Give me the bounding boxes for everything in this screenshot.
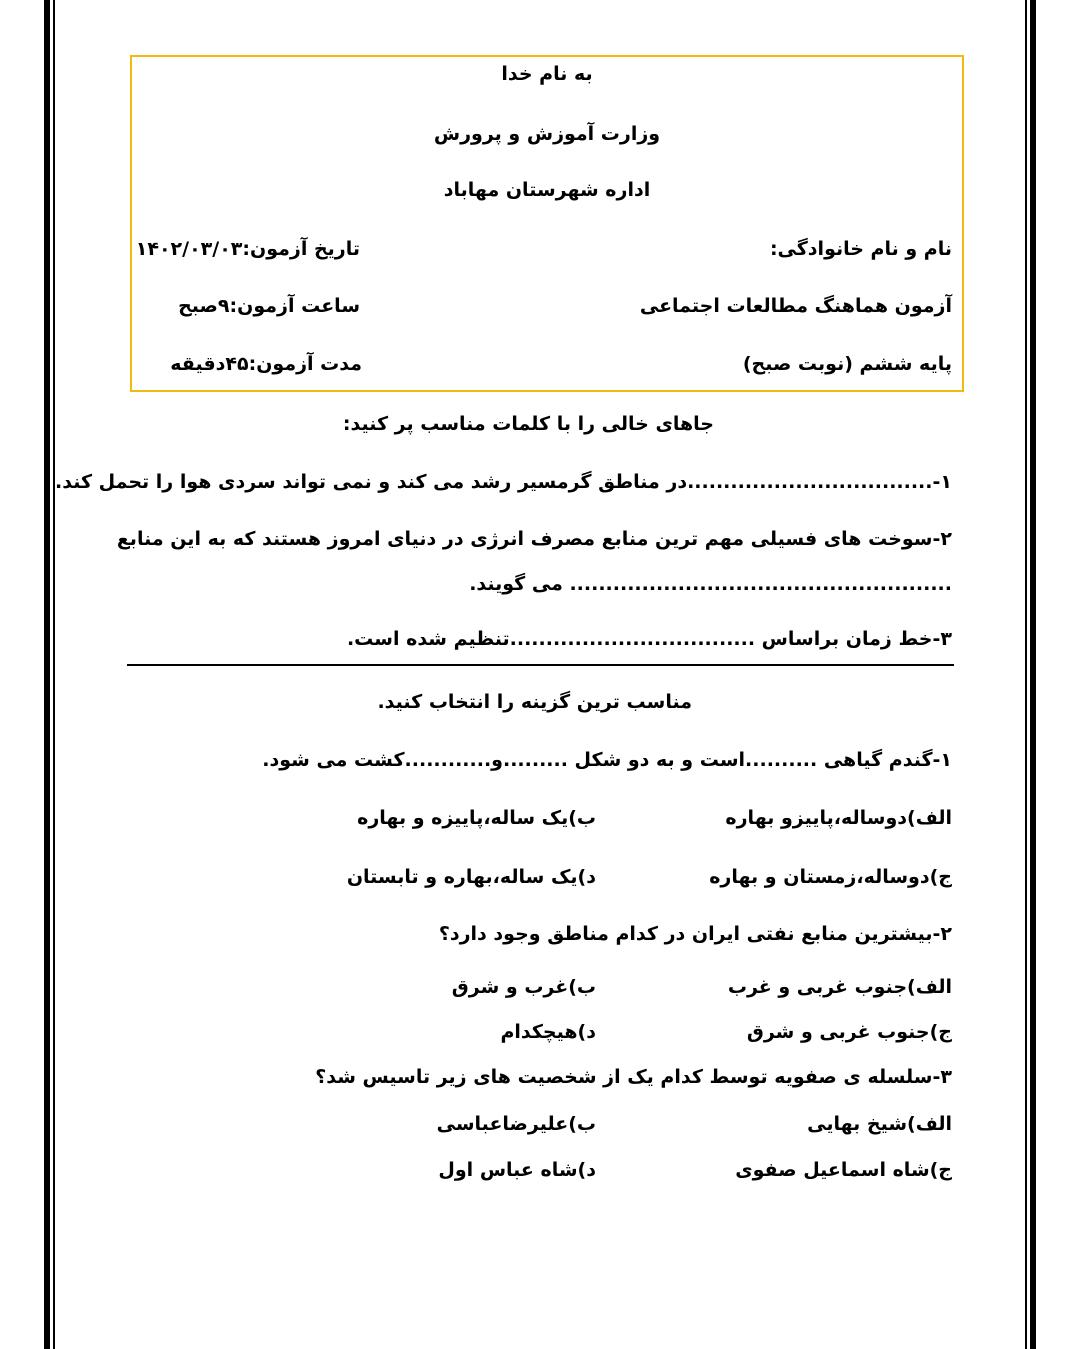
mc-question-1-option-b: ب)یک ساله،پاییزه و بهاره bbox=[357, 807, 596, 829]
office-title: اداره شهرستان مهاباد bbox=[443, 179, 651, 201]
mc-question-3-option-d: د)شاه عباس اول bbox=[438, 1159, 596, 1181]
page-border-right-thick bbox=[1030, 0, 1036, 1349]
exam-header-box bbox=[130, 55, 964, 392]
bismillah: به نام خدا bbox=[501, 63, 593, 85]
mc-question-2: ۲-بیشترین منابع نفتی ایران در کدام مناطق وجود دارد؟ bbox=[438, 923, 952, 945]
multiple-choice-instruction: مناسب ترین گزینه را انتخاب کنید. bbox=[377, 691, 692, 713]
exam-duration: مدت آزمون:۴۵دقیقه bbox=[170, 353, 362, 375]
mc-question-3-option-a: الف)شیخ بهایی bbox=[807, 1113, 952, 1135]
mc-question-1-option-c: ج)دوساله،زمستان و بهاره bbox=[709, 866, 952, 888]
mc-question-1: ۱-گندم گیاهی ..........است و به دو شکل .........و............کشت می شود. bbox=[262, 749, 952, 771]
mc-question-2-option-c: ج)جنوب غربی و شرق bbox=[746, 1021, 952, 1043]
exam-title: آزمون هماهنگ مطالعات اجتماعی bbox=[639, 295, 952, 317]
page-border-left-thick bbox=[44, 0, 50, 1349]
page-border-left-thin bbox=[53, 0, 55, 1349]
mc-question-3: ۳-سلسله ی صفویه توسط کدام یک از شخصیت های زیر تاسیس شد؟ bbox=[315, 1066, 952, 1088]
fill-blank-question-1: ۱-..................................در مناطق گرمسیر رشد می کند و نمی تواند سردی هوا را تحمل کند. bbox=[55, 471, 952, 493]
grade-label: پایه ششم (نوبت صبح) bbox=[742, 353, 952, 375]
ministry-title: وزارت آموزش و پرورش bbox=[433, 123, 661, 145]
fill-blank-question-3: ۳-خط زمان براساس ..................................تنظیم شده است. bbox=[346, 628, 952, 650]
mc-question-1-option-d: د)یک ساله،بهاره و تابستان bbox=[346, 866, 596, 888]
mc-question-2-option-a: الف)جنوب غربی و غرب bbox=[727, 976, 952, 998]
mc-question-2-option-b: ب)غرب و شرق bbox=[451, 976, 596, 998]
student-name-label: نام و نام خانوادگی: bbox=[769, 238, 952, 260]
fill-blank-question-2-line-2: ..................................................... می گویند. bbox=[469, 573, 952, 595]
fill-blank-question-2-line-1: ۲-سوخت های فسیلی مهم ترین منابع مصرف انرژی در دنیای امروز هستند که به این منابع bbox=[116, 528, 952, 550]
section-divider bbox=[127, 664, 954, 666]
exam-date: تاریخ آزمون:۱۴۰۲/۰۳/۰۳ bbox=[135, 238, 360, 260]
page-border-right-thin bbox=[1025, 0, 1027, 1349]
exam-time: ساعت آزمون:۹صبح bbox=[178, 295, 360, 317]
mc-question-2-option-d: د)هیچکدام bbox=[500, 1021, 596, 1043]
fill-blanks-instruction: جاهای خالی را با کلمات مناسب پر کنید: bbox=[342, 413, 714, 435]
mc-question-1-option-a: الف)دوساله،پاییزو بهاره bbox=[725, 807, 952, 829]
mc-question-3-option-b: ب)علیرضاعباسی bbox=[436, 1113, 596, 1135]
mc-question-3-option-c: ج)شاه اسماعیل صفوی bbox=[735, 1159, 952, 1181]
